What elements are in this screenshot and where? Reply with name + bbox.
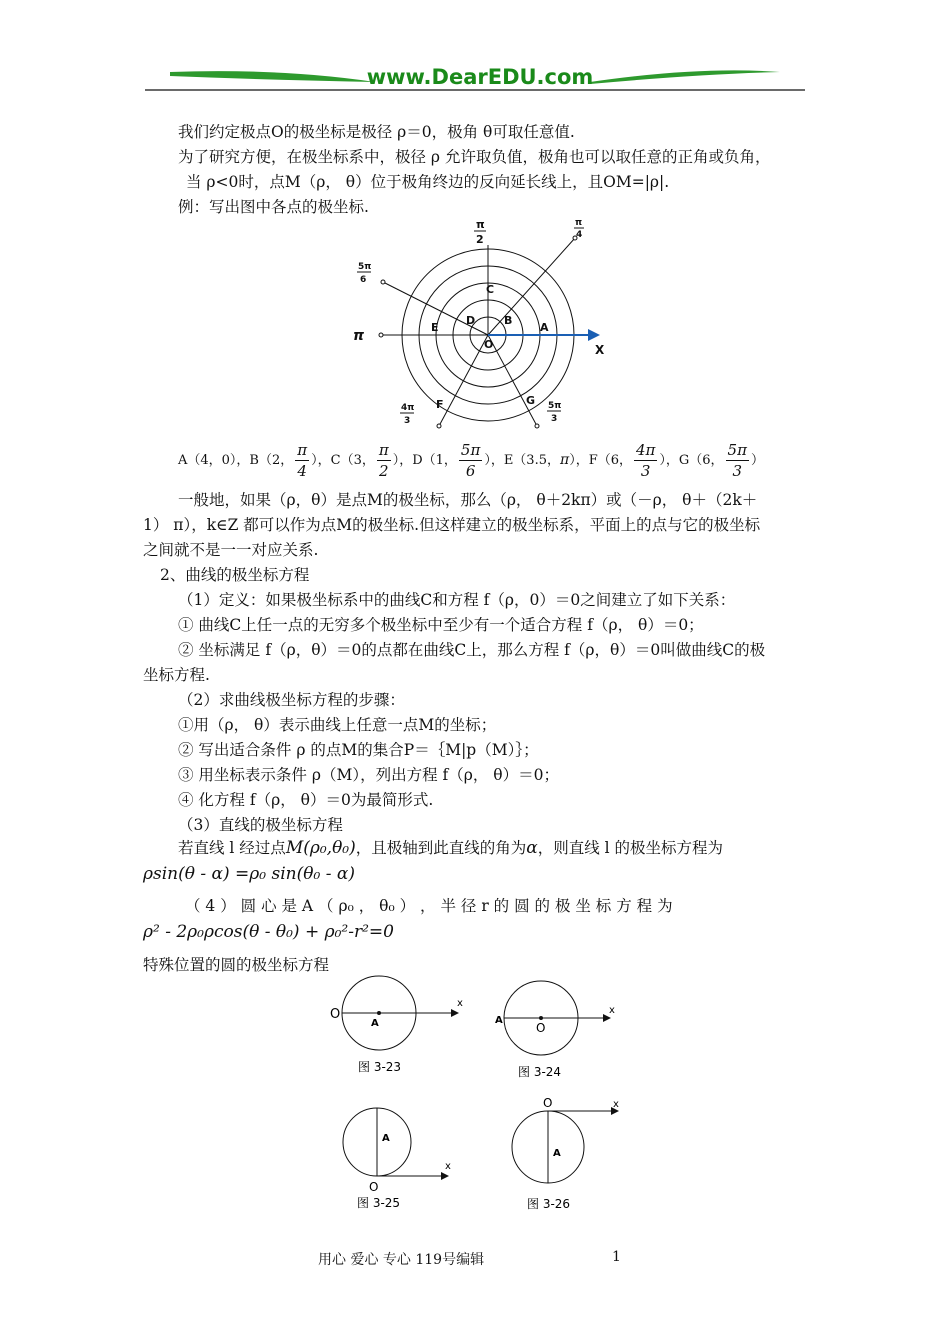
step-4: ④ 化方程 f（ρ， θ）＝0为最简形式. (178, 791, 434, 809)
special-title: 特殊位置的圆的极坐标方程 (143, 956, 330, 974)
circle-text: （ 4 ） 圆 心 是 A （ ρ₀ ， θ₀ ） ， 半 径 r 的 圆 的 极 坐 标 方 程 为 (185, 897, 673, 915)
steps-title: （2）求曲线极坐标方程的步骤： (178, 691, 405, 709)
polar-figure (345, 212, 615, 442)
ray-4pi3 (439, 335, 488, 426)
circle-equation: ρ² - 2ρ₀ρcos(θ - θ₀) + ρ₀²-r²=0 (143, 922, 394, 942)
label-5pi3-den: 3 (551, 414, 558, 424)
fig25-caption: 图 3-25 (357, 1196, 401, 1210)
fig24-O: O (536, 1021, 546, 1035)
figure-3-25 (335, 1095, 475, 1215)
right-swoosh (590, 70, 780, 84)
fig24-A: A (495, 1015, 503, 1026)
point-C: C (486, 283, 495, 296)
frac-F: $\frac{4\pi}{3}$ (635, 441, 656, 480)
label-5pi6-den: 6 (360, 275, 367, 285)
fig23-O: O (330, 1007, 341, 1022)
answer-line: A（4，0），B（2， $\frac{\pi}{4}$ ），C（3， $\frac{\pi}{2}$ ），D（1， $\frac{5\pi}{6}$ ），E（3.5，π），F（6， $\frac{4\pi}{3}$ ），G（6， $\frac{5\pi}{3}$ ） (178, 441, 764, 480)
section2-title: 2、曲线的极坐标方程 (160, 566, 310, 584)
line-equation: ρsin(θ - α) =ρ₀ sin(θ₀ - α) (143, 864, 355, 884)
fig26-A: A (553, 1148, 561, 1159)
label-pi2-den: 2 (476, 233, 484, 246)
label-pi4-den: 4 (576, 230, 583, 240)
left-swoosh (170, 71, 375, 82)
figure-3-24 (490, 975, 630, 1090)
fig23-caption: 图 3-23 (358, 1060, 402, 1074)
point-B: B (504, 314, 513, 327)
label-4pi3-den: 3 (404, 416, 411, 426)
figure-3-23 (325, 975, 465, 1085)
fig26-caption: 图 3-26 (527, 1197, 571, 1211)
general-line-1: 一般地，如果（ρ，θ）是点M的极坐标，那么（ρ， θ＋2kπ）或（－ρ， θ＋（2k＋ (178, 491, 758, 509)
x-axis-arrow (588, 329, 600, 341)
figure-3-26 (505, 1092, 645, 1217)
general-line-2: 1） π），k∈Z 都可以作为点M的极坐标.但这样建立的极坐标系，平面上的点与它的极坐标 (143, 516, 761, 534)
label-5pi3-num: 5π (548, 401, 562, 411)
step-1: ①用（ρ， θ）表示曲线上任意一点M的坐标； (178, 716, 497, 734)
intro-line-2: 为了研究方便，在极坐标系中，极径 ρ 允许取负值，极角也可以取任意的正角或负角， (178, 148, 771, 166)
line-title: （3）直线的极坐标方程 (178, 816, 343, 834)
intro-line-3: 当 ρ<0时，点M（ρ， θ）位于极角终边的反向延长线上，且OM=|ρ|. (186, 173, 670, 191)
line-text: 若直线 l 经过点M(ρ₀,θ₀)，且极轴到此直线的角为α，则直线 l 的极坐标方程为 (178, 838, 724, 858)
intro-line-1: 我们约定极点O的极坐标是极径 ρ＝0，极角 θ可取任意值. (178, 123, 575, 141)
fig26-x: x (613, 1099, 619, 1110)
label-O: O (484, 338, 494, 351)
footer-text: 用心 爱心 专心 119号编辑 (318, 1252, 485, 1268)
def-1: ① 曲线C上任一点的无穷多个极坐标中至少有一个适合方程 f（ρ， θ）＝0； (178, 616, 704, 634)
fig23-x: x (457, 998, 463, 1009)
header-banner (140, 60, 810, 94)
general-line-3: 之间就不是一一对应关系. (143, 541, 319, 559)
def-2b: 坐标方程. (143, 666, 210, 684)
point-A: A (540, 321, 549, 334)
def-title: （1）定义：如果极坐标系中的曲线C和方程 f（ρ，0）＝0之间建立了如下关系： (178, 591, 736, 609)
ray-pi4 (488, 238, 575, 335)
pi-E: π (559, 452, 570, 468)
label-pi2-num: π (476, 218, 485, 231)
line-point: M(ρ₀,θ₀) (285, 838, 356, 858)
fig25-O: O (369, 1180, 379, 1194)
point-D: D (466, 314, 476, 327)
def-2a: ② 坐标满足 f（ρ，θ）＝0的点都在曲线C上，那么方程 f（ρ，θ）＝0叫做曲线C的极 (178, 641, 766, 659)
label-5pi6-num: 5π (358, 262, 372, 272)
fig24-x: x (609, 1005, 615, 1016)
label-x: X (595, 343, 605, 357)
step-2: ② 写出适合条件 ρ 的点M的集合P＝｛M|p（M）｝； (178, 741, 539, 759)
fig25-A: A (382, 1133, 390, 1144)
point-F: F (436, 398, 444, 411)
fig24-caption: 图 3-24 (518, 1065, 562, 1079)
frac-C: $\frac{\pi}{2}$ (378, 441, 389, 480)
intro-line-4: 例：写出图中各点的极坐标. (178, 198, 369, 216)
fig26-O: O (543, 1096, 553, 1110)
label-pi4-num: π (575, 218, 583, 228)
site-logo: www.DearEDU.com (366, 65, 594, 89)
fig25-x: x (445, 1161, 451, 1172)
frac-G: $\frac{5\pi}{3}$ (727, 441, 747, 480)
fig23-A: A (371, 1018, 379, 1029)
step-3: ③ 用坐标表示条件 ρ（M），列出方程 f（ρ， θ）＝0； (178, 766, 559, 784)
ray-5pi3 (488, 335, 537, 426)
point-E: E (431, 321, 439, 334)
label-4pi3-num: 4π (401, 403, 415, 413)
page-number: 1 (612, 1249, 621, 1265)
frac-D: $\frac{5\pi}{6}$ (460, 441, 481, 480)
frac-B: $\frac{\pi}{4}$ (297, 441, 308, 480)
line-alpha: α (526, 838, 538, 858)
point-G: G (526, 394, 536, 407)
label-pi: π (353, 328, 365, 344)
